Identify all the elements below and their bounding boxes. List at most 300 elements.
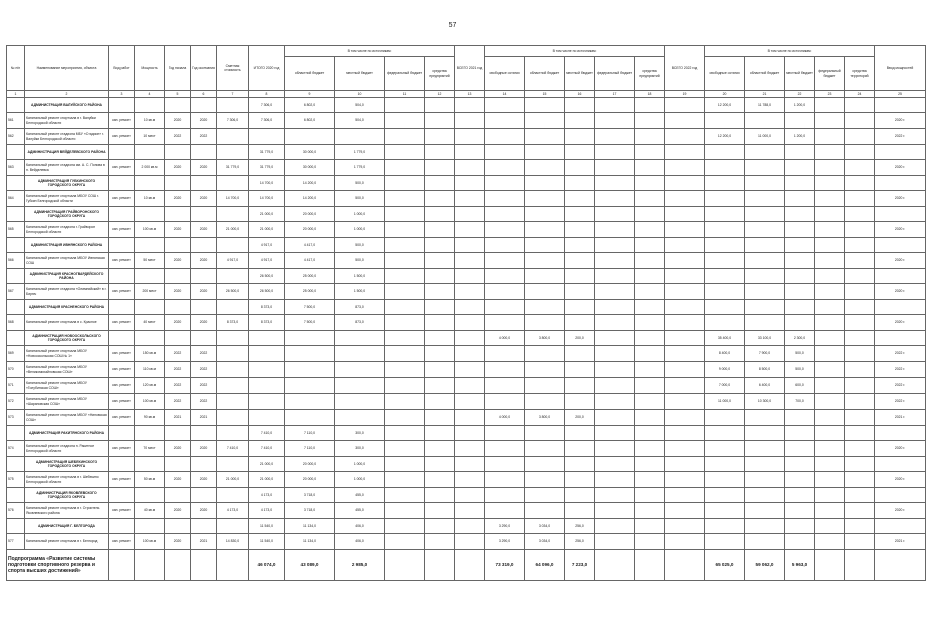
cell bbox=[785, 441, 815, 457]
cell bbox=[665, 222, 705, 238]
row-name: Капитальный ремонт спортзала в г. Валуйки Белгородской области bbox=[25, 113, 109, 129]
cell bbox=[845, 284, 875, 300]
cell: 2020 bbox=[165, 113, 191, 129]
cell bbox=[875, 457, 926, 472]
cell: 4 917,0 bbox=[217, 253, 249, 269]
cell: 7 410,0 bbox=[249, 426, 285, 441]
cell bbox=[485, 176, 525, 191]
column-number: 20 bbox=[705, 91, 745, 98]
cell: 2021 bbox=[191, 534, 217, 550]
cell: 21 000,0 bbox=[249, 222, 285, 238]
cell bbox=[815, 394, 845, 410]
cell bbox=[815, 269, 845, 284]
cell: кап. ремонт bbox=[109, 129, 135, 145]
cell bbox=[335, 394, 385, 410]
cell bbox=[595, 207, 635, 222]
cell bbox=[635, 534, 665, 550]
cell bbox=[191, 98, 217, 113]
cell bbox=[109, 300, 135, 315]
subtotal-row bbox=[7, 300, 926, 315]
cell bbox=[485, 145, 525, 160]
header-group-2022: В том числе по источникам: bbox=[705, 46, 875, 57]
cell bbox=[165, 426, 191, 441]
cell: 8 373,0 bbox=[217, 315, 249, 331]
cell bbox=[455, 315, 485, 331]
cell: 569 bbox=[7, 346, 25, 362]
cell bbox=[485, 472, 525, 488]
cell: 2022 г. bbox=[875, 378, 926, 394]
cell bbox=[425, 269, 455, 284]
cell: 2020 bbox=[165, 503, 191, 519]
cell bbox=[217, 98, 249, 113]
cell bbox=[565, 503, 595, 519]
cell bbox=[635, 441, 665, 457]
cell: 2020 г. bbox=[875, 222, 926, 238]
cell: 3 034,0 bbox=[525, 534, 565, 550]
cell bbox=[785, 145, 815, 160]
cell: 33 100,0 bbox=[745, 331, 785, 346]
cell bbox=[595, 394, 635, 410]
cell: 2020 г. bbox=[875, 113, 926, 129]
cell bbox=[425, 129, 455, 145]
cell: 4 000,0 bbox=[485, 410, 525, 426]
cell bbox=[845, 253, 875, 269]
cell bbox=[565, 160, 595, 176]
cell: 1 779,0 bbox=[335, 160, 385, 176]
cell bbox=[745, 315, 785, 331]
cell: 1 200,0 bbox=[785, 129, 815, 145]
cell bbox=[595, 488, 635, 503]
cell bbox=[335, 410, 385, 426]
cell bbox=[745, 160, 785, 176]
cell: кап. ремонт bbox=[109, 362, 135, 378]
cell bbox=[745, 238, 785, 253]
cell bbox=[595, 315, 635, 331]
cell: 21 000,0 bbox=[249, 472, 285, 488]
total-cell bbox=[635, 550, 665, 581]
row-name: Капитальный ремонт спортзала в г. Белгород bbox=[25, 534, 109, 550]
cell bbox=[595, 441, 635, 457]
cell: 574 bbox=[7, 441, 25, 457]
cell: 30 000,0 bbox=[285, 160, 335, 176]
subtotal-row bbox=[7, 145, 926, 160]
cell: 2020 bbox=[165, 191, 191, 207]
cell bbox=[191, 145, 217, 160]
cell bbox=[635, 410, 665, 426]
total-cell: 2 985,0 bbox=[335, 550, 385, 581]
cell: 20 000,0 bbox=[285, 457, 335, 472]
cell bbox=[815, 98, 845, 113]
cell bbox=[595, 98, 635, 113]
header-src-oblast: областной бюджет bbox=[285, 57, 335, 91]
cell bbox=[815, 253, 845, 269]
cell bbox=[845, 441, 875, 457]
cell: 2022 bbox=[165, 129, 191, 145]
cell bbox=[385, 222, 425, 238]
cell bbox=[665, 441, 705, 457]
cell bbox=[635, 238, 665, 253]
row-name: Капитальный ремонт спортзала МБОУ «Голубинская СОШ» bbox=[25, 378, 109, 394]
cell bbox=[165, 457, 191, 472]
cell: кап. ремонт bbox=[109, 284, 135, 300]
cell bbox=[525, 160, 565, 176]
cell bbox=[595, 346, 635, 362]
cell bbox=[385, 331, 425, 346]
cell bbox=[705, 457, 745, 472]
row-name: АДМИНИСТРАЦИЯ ШЕБЕКИНСКОГО ГОРОДСКОГО ОКРУГА bbox=[25, 457, 109, 472]
cell: 11 540,0 bbox=[249, 519, 285, 534]
cell bbox=[249, 346, 285, 362]
cell bbox=[665, 284, 705, 300]
cell: 110 кв.м bbox=[135, 362, 165, 378]
cell: 566 bbox=[7, 253, 25, 269]
cell bbox=[595, 457, 635, 472]
cell: 1 000,0 bbox=[335, 207, 385, 222]
cell bbox=[485, 457, 525, 472]
cell bbox=[191, 176, 217, 191]
cell bbox=[7, 269, 25, 284]
cell bbox=[485, 426, 525, 441]
cell bbox=[635, 457, 665, 472]
subtotal-row bbox=[7, 457, 926, 472]
cell bbox=[217, 331, 249, 346]
column-number: 13 bbox=[455, 91, 485, 98]
cell: 40 кв.м bbox=[135, 503, 165, 519]
page-number: 57 bbox=[448, 22, 457, 29]
cell bbox=[815, 457, 845, 472]
table-row bbox=[7, 129, 926, 145]
cell bbox=[705, 315, 745, 331]
cell bbox=[455, 222, 485, 238]
cell bbox=[165, 519, 191, 534]
column-number-row bbox=[7, 91, 926, 98]
cell bbox=[845, 113, 875, 129]
cell bbox=[525, 472, 565, 488]
cell bbox=[565, 472, 595, 488]
header-total-2021: ВСЕГО 2021 год bbox=[455, 46, 485, 91]
cell: 9 000,0 bbox=[705, 362, 745, 378]
cell: 120 кв.м bbox=[135, 378, 165, 394]
column-number: 5 bbox=[165, 91, 191, 98]
row-name: АДМИНИСТРАЦИЯ ГУБКИНСКОГО ГОРОДСКОГО ОКРУГА bbox=[25, 176, 109, 191]
cell bbox=[455, 113, 485, 129]
cell: 2021 bbox=[165, 410, 191, 426]
cell: 200 мест bbox=[135, 284, 165, 300]
column-number: 10 bbox=[335, 91, 385, 98]
cell bbox=[565, 441, 595, 457]
cell bbox=[595, 472, 635, 488]
cell bbox=[595, 519, 635, 534]
row-name: АДМИНИСТРАЦИЯ РАКИТЯНСКОГО РАЙОНА bbox=[25, 426, 109, 441]
cell: 1 779,0 bbox=[335, 145, 385, 160]
cell bbox=[635, 472, 665, 488]
cell bbox=[385, 98, 425, 113]
cell bbox=[425, 362, 455, 378]
cell: 2020 bbox=[191, 253, 217, 269]
cell bbox=[665, 503, 705, 519]
cell bbox=[665, 129, 705, 145]
cell bbox=[785, 191, 815, 207]
cell bbox=[135, 488, 165, 503]
cell bbox=[665, 346, 705, 362]
cell bbox=[385, 503, 425, 519]
cell: 1 000,0 bbox=[335, 457, 385, 472]
cell bbox=[485, 315, 525, 331]
cell: 7 410,0 bbox=[217, 441, 249, 457]
cell bbox=[249, 362, 285, 378]
cell: 20 000,0 bbox=[285, 207, 335, 222]
column-number: 23 bbox=[815, 91, 845, 98]
cell bbox=[455, 269, 485, 284]
cell bbox=[595, 222, 635, 238]
cell bbox=[635, 503, 665, 519]
cell bbox=[785, 472, 815, 488]
cell bbox=[455, 160, 485, 176]
total-cell bbox=[665, 550, 705, 581]
cell bbox=[525, 238, 565, 253]
column-number: 8 bbox=[249, 91, 285, 98]
row-name: Капитальный ремонт спортзала МБОУ «Новооскольская СОШ № 1» bbox=[25, 346, 109, 362]
cell bbox=[425, 410, 455, 426]
cell bbox=[665, 238, 705, 253]
cell bbox=[425, 534, 455, 550]
cell bbox=[525, 457, 565, 472]
cell bbox=[595, 362, 635, 378]
cell: 567 bbox=[7, 284, 25, 300]
cell: 2 000 кв.м bbox=[135, 160, 165, 176]
cell bbox=[217, 410, 249, 426]
cell: 90 кв.м bbox=[135, 410, 165, 426]
cell: 26 500,0 bbox=[217, 284, 249, 300]
row-name: Капитальный ремонт спортзала МБОУ «Великомихайловская СОШ» bbox=[25, 362, 109, 378]
cell bbox=[845, 191, 875, 207]
cell: кап. ремонт bbox=[109, 191, 135, 207]
cell bbox=[815, 300, 845, 315]
cell bbox=[455, 253, 485, 269]
cell bbox=[385, 519, 425, 534]
cell bbox=[455, 98, 485, 113]
total-name: Подпрограмма «Развитие системы подготовки спортивного резерва и спорта высших достижений» bbox=[7, 550, 109, 581]
cell bbox=[165, 207, 191, 222]
cell bbox=[285, 362, 335, 378]
cell: 2 300,0 bbox=[785, 331, 815, 346]
header-src-oblast: областной бюджет bbox=[525, 57, 565, 91]
cell bbox=[845, 378, 875, 394]
cell bbox=[565, 113, 595, 129]
cell bbox=[665, 98, 705, 113]
cell bbox=[665, 269, 705, 284]
cell bbox=[165, 269, 191, 284]
cell: 200,0 bbox=[565, 410, 595, 426]
cell bbox=[455, 176, 485, 191]
row-name: АДМИНИСТРАЦИЯ ЯКОВЛЕВСКОГО ГОРОДСКОГО ОКРУГА bbox=[25, 488, 109, 503]
cell bbox=[745, 410, 785, 426]
cell bbox=[385, 145, 425, 160]
cell: 1 500,0 bbox=[335, 284, 385, 300]
cell bbox=[595, 269, 635, 284]
cell bbox=[485, 503, 525, 519]
cell bbox=[385, 472, 425, 488]
cell bbox=[635, 284, 665, 300]
cell bbox=[705, 160, 745, 176]
cell bbox=[249, 331, 285, 346]
cell bbox=[785, 534, 815, 550]
cell bbox=[565, 300, 595, 315]
cell bbox=[525, 191, 565, 207]
table-row bbox=[7, 315, 926, 331]
cell: 2022 bbox=[165, 346, 191, 362]
cell bbox=[425, 176, 455, 191]
header-total-2022: ВСЕГО 2022 год bbox=[665, 46, 705, 91]
cell bbox=[485, 488, 525, 503]
cell bbox=[845, 222, 875, 238]
cell bbox=[875, 300, 926, 315]
cell: кап. ремонт bbox=[109, 253, 135, 269]
total-cell bbox=[109, 550, 135, 581]
cell: 100 кв.м bbox=[135, 222, 165, 238]
cell bbox=[705, 284, 745, 300]
cell bbox=[385, 269, 425, 284]
cell bbox=[845, 145, 875, 160]
total-cell: 73 319,0 bbox=[485, 550, 525, 581]
cell bbox=[525, 394, 565, 410]
cell bbox=[191, 519, 217, 534]
table-row bbox=[7, 503, 926, 519]
cell bbox=[455, 441, 485, 457]
cell bbox=[635, 269, 665, 284]
cell: 2020 г. bbox=[875, 315, 926, 331]
column-number: 19 bbox=[665, 91, 705, 98]
cell bbox=[385, 284, 425, 300]
header-group-2021: В том числе по источникам: bbox=[485, 46, 665, 57]
cell bbox=[845, 160, 875, 176]
header-capacity: Мощность bbox=[135, 46, 165, 91]
cell bbox=[595, 331, 635, 346]
cell: 256,0 bbox=[565, 519, 595, 534]
row-name: АДМИНИСТРАЦИЯ КРАСНЕНСКОГО РАЙОНА bbox=[25, 300, 109, 315]
cell bbox=[525, 113, 565, 129]
header-src-local: местный бюджет bbox=[335, 57, 385, 91]
cell bbox=[425, 441, 455, 457]
cell bbox=[845, 426, 875, 441]
cell: 2020 bbox=[165, 534, 191, 550]
cell bbox=[705, 472, 745, 488]
cell bbox=[455, 457, 485, 472]
cell bbox=[425, 238, 455, 253]
cell bbox=[385, 160, 425, 176]
cell bbox=[845, 394, 875, 410]
cell bbox=[109, 426, 135, 441]
cell bbox=[191, 207, 217, 222]
cell bbox=[525, 315, 565, 331]
cell bbox=[705, 222, 745, 238]
cell bbox=[665, 176, 705, 191]
cell bbox=[815, 534, 845, 550]
row-name: Капитальный ремонт спортзала в г. Шебекино Белгородской области bbox=[25, 472, 109, 488]
cell bbox=[665, 378, 705, 394]
cell bbox=[705, 488, 745, 503]
cell bbox=[109, 488, 135, 503]
cell bbox=[745, 176, 785, 191]
cell bbox=[425, 426, 455, 441]
row-name: АДМИНИСТРАЦИЯ ВЕЙДЕЛЕВСКОГО РАЙОНА bbox=[25, 145, 109, 160]
cell bbox=[595, 191, 635, 207]
cell bbox=[815, 362, 845, 378]
cell bbox=[385, 253, 425, 269]
row-name: АДМИНИСТРАЦИЯ ГРАЙВОРОНСКОГО ГОРОДСКОГО ОКРУГА bbox=[25, 207, 109, 222]
cell: 50 кв.м bbox=[135, 472, 165, 488]
cell: 4 173,0 bbox=[217, 503, 249, 519]
cell bbox=[565, 346, 595, 362]
cell bbox=[7, 488, 25, 503]
cell bbox=[335, 346, 385, 362]
cell: 2020 bbox=[165, 441, 191, 457]
cell: 562 bbox=[7, 129, 25, 145]
cell bbox=[665, 331, 705, 346]
header-src-free: свободные остатки bbox=[485, 57, 525, 91]
cell bbox=[485, 129, 525, 145]
header-start: Год начала bbox=[165, 46, 191, 91]
table-row bbox=[7, 222, 926, 238]
cell bbox=[665, 253, 705, 269]
cell bbox=[455, 362, 485, 378]
cell bbox=[565, 457, 595, 472]
cell bbox=[285, 331, 335, 346]
cell bbox=[845, 488, 875, 503]
table-row bbox=[7, 441, 926, 457]
cell bbox=[745, 503, 785, 519]
cell: 11 788,0 bbox=[745, 98, 785, 113]
header-src-federal: федеральный бюджет bbox=[815, 57, 845, 91]
cell bbox=[665, 207, 705, 222]
cell bbox=[595, 145, 635, 160]
cell: 4 417,0 bbox=[285, 238, 335, 253]
table-row bbox=[7, 534, 926, 550]
cell bbox=[815, 284, 845, 300]
cell bbox=[845, 129, 875, 145]
cell bbox=[665, 300, 705, 315]
cell bbox=[815, 331, 845, 346]
cell: 3 718,0 bbox=[285, 503, 335, 519]
cell: 6 802,0 bbox=[285, 113, 335, 129]
header-cost-2020: ИТОГО 2020 год bbox=[249, 46, 285, 91]
cell: 7 110,0 bbox=[285, 426, 335, 441]
cell bbox=[635, 394, 665, 410]
cell bbox=[705, 441, 745, 457]
cell bbox=[785, 300, 815, 315]
cell: 406,0 bbox=[335, 519, 385, 534]
cell bbox=[485, 362, 525, 378]
cell bbox=[385, 315, 425, 331]
column-number: 11 bbox=[385, 91, 425, 98]
cell: 20 000,0 bbox=[285, 472, 335, 488]
header-src-entities: средства предприятий bbox=[635, 57, 665, 91]
cell: 7 500,0 bbox=[285, 315, 335, 331]
cell: 40 мест bbox=[135, 315, 165, 331]
cell bbox=[7, 457, 25, 472]
cell bbox=[285, 410, 335, 426]
row-name: Капитальный ремонт стадиона МБУ «Стадион» г. Валуйки Белгородской области bbox=[25, 129, 109, 145]
cell: 2022 bbox=[165, 362, 191, 378]
cell bbox=[455, 129, 485, 145]
cell bbox=[565, 394, 595, 410]
cell: 500,0 bbox=[335, 191, 385, 207]
cell bbox=[705, 176, 745, 191]
total-cell: 59 062,0 bbox=[745, 550, 785, 581]
cell bbox=[705, 191, 745, 207]
cell bbox=[875, 331, 926, 346]
header-src-local: местный бюджет bbox=[565, 57, 595, 91]
